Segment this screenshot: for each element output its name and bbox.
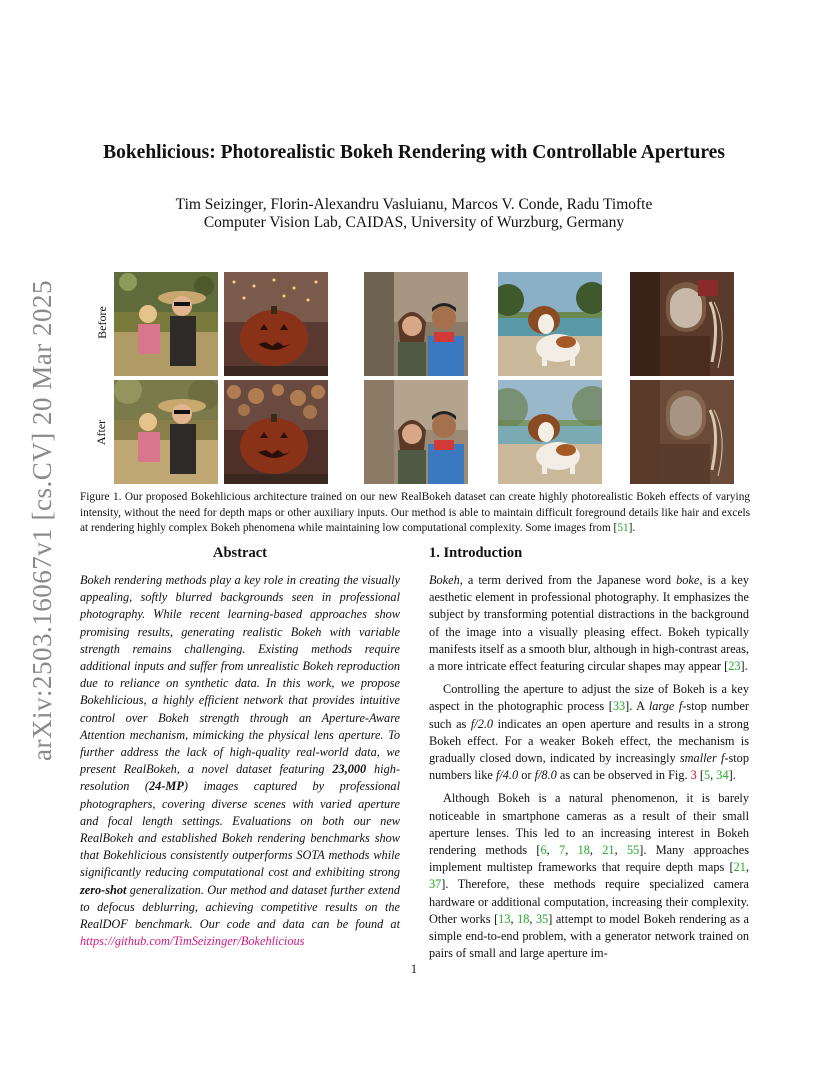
paper-title: Bokehlicious: Photorealistic Bokeh Rendering with Controllable Apertures	[103, 142, 725, 163]
teaser-figure	[94, 270, 734, 486]
photo-pumpkin-after	[224, 380, 328, 484]
author-list: Tim Seizinger, Florin-Alexandru Vasluianu, Marcos V. Conde, Radu Timofte	[175, 196, 653, 213]
citation-link[interactable]: 21	[602, 843, 615, 858]
arxiv-identifier-text: arXiv:2503.16067v1 [cs.CV] 20 Mar 2025	[26, 279, 57, 761]
introduction-section	[429, 545, 749, 968]
photo-couple-selfie-after	[364, 380, 468, 484]
affiliation: Computer Vision Lab, CAIDAS, University of Wurzburg, Germany	[203, 214, 625, 231]
photo-couple-selfie-before	[364, 272, 468, 376]
citation-link[interactable]: 18	[577, 843, 590, 858]
intro-paragraph-1: Bokeh, a term derived from the Japanese word boke, is a key aesthetic element in professional photography. It emphasizes the subject by transforming potential distractions in the background of the image into a visually pleasing effect. Bokeh typically manifests itself as a smooth blur, although in high-contrast areas, a more intricate effect featuring circular shapes may appear [23].	[429, 573, 749, 674]
figure-caption: Figure 1. Our proposed Bokehlicious architecture trained on our new RealBokeh dataset can create highly photorealistic Bokeh effects of varying intensity, without the need for depth maps or other auxiliary inputs. Our method is able to maintain difficult foreground details like hair and excels at rendering highly complex Bokeh phenomena while maintaining low computational complexity. Some images from [51].	[80, 491, 750, 535]
citation-link[interactable]: 55	[626, 843, 640, 858]
citation-link[interactable]: 23	[728, 659, 741, 674]
photo-mother-child-before	[114, 272, 218, 376]
photo-mother-child-after	[114, 380, 218, 484]
arxiv-identifier	[22, 280, 62, 760]
code-repository-link[interactable]: https://github.com/TimSeizinger/Bokehlicious	[80, 934, 305, 949]
abstract-text: Bokeh rendering methods play a key role in creating the visually appealing, softly blurred backgrounds seen in professional photography. While recent learning-based approaches show promising results, generating realistic Bokeh with variable strength remains challenging. Existing methods require additional inputs and suffer from unrealistic Bokeh reproduction due to reliance on synthetic data. In this work, we propose Bokehlicious, a highly efficient network that provides intuitive control over Bokeh strength through an Aperture-Aware Attention mechanism, mimicking the physical lens aperture. To further address the lack of high-quality real-world data, we present RealBokeh, a novel dataset featuring 23,000 high-resolution (24-MP) images captured by professional photographers, covering diverse scenes with varied aperture and focal length settings. Evaluations on both our new RealBokeh and established Bokeh rendering benchmarks show that Bokehlicious consistently outperforms SOTA methods while significantly reducing computational cost and exhibiting strong zero-shot generalization. Our method and dataset further extend to defocus deblurring, achieving competitive results on the RealDOF benchmark. Our code and data can be found at https://github.com/TimSeizinger/Bokehlicious	[80, 573, 400, 949]
abstract-heading: Abstract	[213, 545, 267, 561]
abstract-section	[80, 545, 400, 950]
citation-link[interactable]: 7	[559, 843, 566, 858]
row-label-before: Before	[94, 305, 109, 339]
citation-link[interactable]: 35	[535, 911, 549, 926]
intro-paragraph-2: Controlling the aperture to adjust the size of Bokeh is a key aspect in the photographic process [33]. A large f-stop number such as f/2.0 indicates an open aperture and results in a strong Bokeh effect. For a weaker Bokeh effect, the mechanism is gradually closed down, indicated by increasingly smaller f-stop numbers like f/4.0 or f/8.0 as can be observed in Fig. 3 [5, 34].	[429, 682, 749, 783]
photo-dog-after	[498, 380, 602, 484]
citation-link[interactable]: 37	[429, 877, 442, 892]
citation-link[interactable]: 13	[498, 911, 511, 926]
citation-link[interactable]: 6	[540, 843, 547, 858]
photo-interior-before	[630, 272, 734, 376]
intro-paragraph-3: Although Bokeh is a natural phenomenon, it is barely noticeable in smartphone cameras as a result of their small aperture lenses. This led to an increasing interest in Bokeh rendering methods [6, 7, 18, 21, 55]. Many approaches implement multistep frameworks that require depth maps [21, 37]. Therefore, these methods require specialized camera hardware or additional computation, increasing their complexity. Other works [13, 18, 35] attempt to model Bokeh rendering as a simple end-to-end problem, with a generator network trained on pairs of small and large aperture im-	[429, 791, 750, 961]
citation-link[interactable]: 33	[612, 699, 626, 714]
introduction-heading: 1. Introduction	[429, 545, 523, 561]
photo-pumpkin-before	[224, 272, 328, 376]
row-label-after: After	[94, 419, 109, 445]
page-number: 1	[410, 962, 418, 976]
citation-link[interactable]: 51	[617, 522, 629, 535]
photo-dog-before	[498, 272, 602, 376]
citation-link[interactable]: 18	[517, 911, 530, 926]
citation-link[interactable]: 5	[703, 768, 711, 783]
figure-reference-link[interactable]: 3	[690, 768, 697, 783]
photo-interior-after	[630, 380, 734, 484]
citation-link[interactable]: 21	[733, 860, 746, 875]
citation-link[interactable]: 34	[716, 768, 729, 783]
